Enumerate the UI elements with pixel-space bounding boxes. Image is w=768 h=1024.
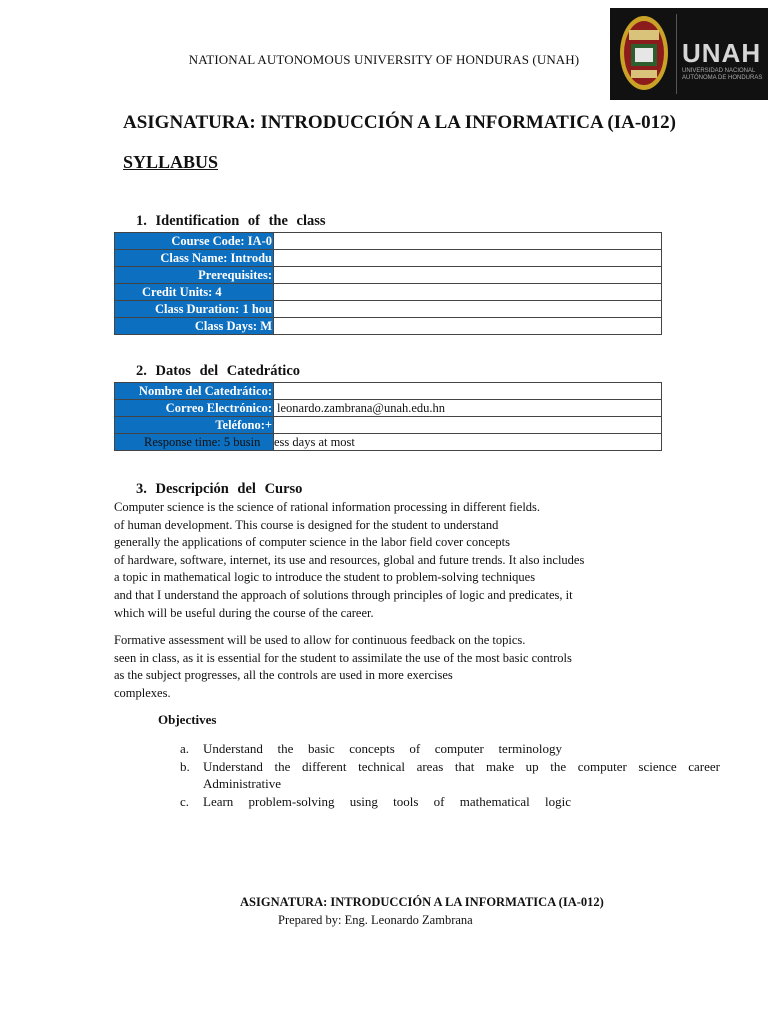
instructor-table bbox=[114, 382, 662, 451]
table-row bbox=[115, 233, 662, 250]
syllabus-title-text: SYLLABUS bbox=[123, 152, 219, 172]
response-time-value: ess days at most bbox=[274, 434, 662, 451]
footer-subject: ASIGNATURA: INTRODUCCIÓN A LA INFORMATICA (IA-012) bbox=[240, 895, 604, 909]
list-item-text: Learn problem-solving using tools of mathematical logic bbox=[203, 793, 571, 809]
description-paragraph-2 bbox=[114, 632, 572, 702]
response-time-label: Response time: 5 busin bbox=[115, 434, 274, 451]
table-label-cell: Prerequisites: bbox=[115, 267, 274, 284]
table-value-cell bbox=[274, 267, 662, 284]
table-value-cell bbox=[274, 417, 662, 434]
text-line: Computer science is the science of rational information processing in different fields. bbox=[114, 500, 541, 514]
list-item bbox=[180, 740, 562, 758]
text-line: a topic in mathematical logic to introduce the student to problem-solving techniques bbox=[114, 570, 536, 585]
table-row bbox=[115, 417, 662, 434]
table-value-cell bbox=[274, 318, 662, 335]
list-item-text: Understand the different technical areas that make up the computer science career bbox=[203, 758, 720, 774]
university-seal-icon bbox=[618, 14, 670, 92]
table-label-cell: Correo Electrónico: bbox=[115, 400, 274, 417]
email-value: leonardo.zambrana@unah.edu.hn bbox=[274, 400, 662, 417]
list-item-text: Understand the basic concepts of computer terminology bbox=[203, 741, 562, 756]
table-value-cell bbox=[274, 233, 662, 250]
table-label-cell: Credit Units: 4 bbox=[115, 284, 274, 301]
list-marker: b. bbox=[180, 758, 190, 774]
section-1-title: 1. Identification of the class bbox=[136, 213, 326, 229]
text-line: seen in class, as it is essential for the student to assimilate the use of the most basic controls bbox=[114, 650, 572, 665]
logo-word: UNAH bbox=[682, 38, 762, 68]
list-marker: c. bbox=[180, 793, 190, 809]
list-item bbox=[180, 758, 720, 776]
table-label-cell: Class Duration: 1 hou bbox=[115, 301, 274, 318]
text-line: which will be useful during the course of the career. bbox=[114, 605, 374, 620]
table-value-cell bbox=[274, 284, 662, 301]
table-row bbox=[115, 301, 662, 318]
text-line: of hardware, software, internet, its use and resources, global and future trends. It also includes bbox=[114, 552, 585, 567]
objectives-list bbox=[180, 740, 720, 810]
table-label-cell: Teléfono:+ bbox=[115, 417, 274, 434]
section-3-title: 3. Descripción del Curso bbox=[136, 481, 303, 497]
text-line: complexes. bbox=[114, 685, 171, 700]
list-item bbox=[180, 793, 571, 811]
text-line: of human development. This course is designed for the student to understand bbox=[114, 517, 499, 532]
table-row bbox=[115, 383, 662, 400]
unah-logo bbox=[610, 8, 768, 100]
table-value-cell bbox=[274, 250, 662, 267]
table-row bbox=[115, 434, 662, 451]
table-value-cell bbox=[274, 383, 662, 400]
section-2-title: 2. Datos del Catedrático bbox=[136, 363, 301, 379]
syllabus-title bbox=[123, 152, 218, 173]
university-name: NATIONAL AUTONOMOUS UNIVERSITY OF HONDURAS (UNAH) bbox=[188, 52, 580, 67]
table-label-cell: Nombre del Catedrático: bbox=[115, 383, 274, 400]
list-marker: a. bbox=[180, 741, 190, 756]
logo-subtitle: UNIVERSIDAD NACIONAL AUTÓNOMA DE HONDURAS bbox=[682, 68, 763, 81]
logo-divider bbox=[676, 14, 677, 94]
description-paragraph-1 bbox=[114, 499, 584, 622]
table-row bbox=[115, 250, 662, 267]
identification-table bbox=[114, 232, 662, 335]
table-row bbox=[115, 267, 662, 284]
subject-title: ASIGNATURA: INTRODUCCIÓN A LA INFORMATICA (IA-012) bbox=[123, 112, 676, 133]
table-label-cell: Course Code: IA-0 bbox=[115, 233, 274, 250]
list-item-continuation: Administrative bbox=[203, 776, 281, 792]
table-label-cell: Class Days: M bbox=[115, 318, 274, 335]
objectives-title: Objectives bbox=[158, 712, 217, 727]
table-row bbox=[115, 318, 662, 335]
footer-prepared-by: Prepared by: Eng. Leonardo Zambrana bbox=[278, 913, 473, 927]
table-row bbox=[115, 400, 662, 417]
table-label-cell: Class Name: Introdu bbox=[115, 250, 274, 267]
table-row bbox=[115, 284, 662, 301]
text-line: as the subject progresses, all the controls are used in more exercises bbox=[114, 668, 453, 683]
text-line: and that I understand the approach of solutions through principles of logic and predicates, it bbox=[114, 587, 573, 602]
text-line: Formative assessment will be used to allow for continuous feedback on the topics. bbox=[114, 633, 526, 647]
text-line: generally the applications of computer science in the labor field cover concepts bbox=[114, 535, 511, 550]
table-value-cell bbox=[274, 301, 662, 318]
